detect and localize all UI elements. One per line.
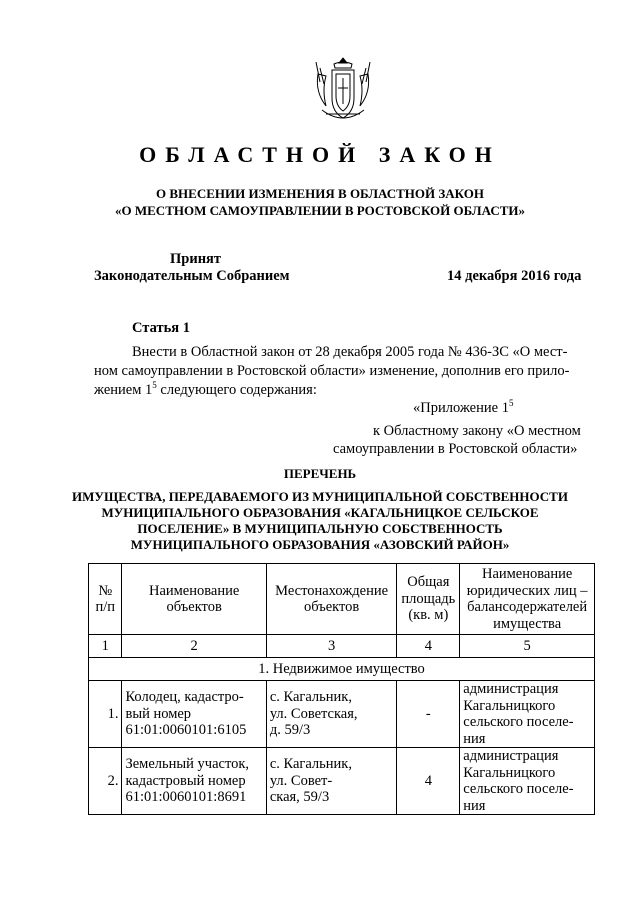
cell-line: ская, 59/3 — [269, 789, 330, 806]
row-area: - — [397, 681, 460, 748]
row-name — [122, 681, 266, 748]
header-cell-line: (кв. м) — [408, 607, 449, 624]
cell-line: ния — [463, 797, 486, 814]
adopted-date: 14 декабря 2016 года — [447, 268, 582, 284]
header-cell-line: Общая — [407, 574, 450, 591]
law-title: ОБЛАСТНОЙ ЗАКОН — [139, 142, 501, 167]
header-cell-line: Местонахождение — [275, 582, 389, 599]
list-title-line-4: МУНИЦИПАЛЬНОГО ОБРАЗОВАНИЯ «АЗОВСКИЙ РАЙОН» — [130, 537, 510, 552]
adopted-by: Законодательным Собранием — [94, 268, 290, 284]
header-cell-line: объектов — [166, 599, 222, 615]
adopted-label: Принят — [170, 251, 222, 267]
column-number: 4 — [397, 635, 460, 658]
list-title-line-1: ИМУЩЕСТВА, ПЕРЕДАВАЕМОГО ИЗ МУНИЦИПАЛЬНОЙ СОБСТВЕННОСТИ — [72, 489, 568, 504]
header-cell-line: п/п — [95, 599, 116, 615]
header-cell-line: объектов — [303, 599, 360, 615]
column-number: 2 — [122, 635, 266, 658]
row-holder — [460, 681, 595, 748]
cell-line: с. Кагальник, — [269, 689, 352, 706]
annex-line-1-text: «Приложение 1 — [413, 400, 509, 416]
row-location — [266, 748, 397, 815]
list-title-line-3: ПОСЕЛЕНИЕ» В МУНИЦИПАЛЬНУЮ СОБСТВЕННОСТЬ — [137, 521, 503, 536]
cell-line: администрация — [463, 748, 559, 764]
header-area — [397, 564, 460, 635]
cell-line: кадастровый номер — [125, 772, 246, 789]
cell-line: д. 59/3 — [269, 722, 311, 739]
cell-line: с. Кагальник, — [269, 756, 352, 773]
header-cell-line: № — [98, 582, 113, 599]
row-area: 4 — [397, 748, 460, 815]
body-line-3-end: следующего содержания: — [156, 382, 317, 398]
body-line-2: ном самоуправлении в Ростовской области» изменение, дополнив его прило- — [94, 363, 570, 379]
header-cell-line: юридических лиц – — [466, 582, 588, 599]
section-title: 1. Недвижимое имущество — [89, 658, 595, 681]
table-row — [89, 681, 595, 748]
cell-line: ния — [463, 730, 486, 747]
column-number: 3 — [266, 635, 397, 658]
list-heading: ПЕРЕЧЕНЬ — [283, 466, 357, 481]
cell-line: Кагальницкого — [463, 764, 556, 781]
body-line-3-start: жением 1 — [94, 382, 153, 398]
header-holder — [460, 564, 595, 635]
cell-line: ул. Совет- — [269, 772, 333, 789]
law-subtitle-line-1: О ВНЕСЕНИИ ИЗМЕНЕНИЯ В ОБЛАСТНОЙ ЗАКОН — [156, 186, 484, 201]
table-row — [89, 748, 595, 815]
header-cell-line: Наименование — [148, 582, 240, 599]
list-title-line-2: МУНИЦИПАЛЬНОГО ОБРАЗОВАНИЯ «КАГАЛЬНИЦКОЕ СЕЛЬСКОЕ — [101, 505, 539, 520]
coat-of-arms-icon — [312, 54, 374, 128]
annex-superscript: 5 — [508, 398, 514, 409]
cell-line: администрация — [463, 681, 559, 697]
section-row — [89, 658, 595, 681]
header-name — [122, 564, 266, 635]
body-superscript: 5 — [152, 380, 157, 391]
row-name — [122, 748, 266, 815]
header-cell-line: Наименование — [481, 566, 573, 582]
cell-line: вый номер — [125, 705, 192, 722]
body-line-1: Внести в Областной закон от 28 декабря 2005 года № 436-ЗС «О мест- — [132, 344, 568, 360]
cell-line: 61:01:0060101:6105 — [125, 722, 247, 739]
column-number: 5 — [460, 635, 595, 658]
table-header-row — [89, 564, 595, 635]
cell-line: Колодец, кадастро- — [125, 689, 244, 706]
row-index: 2. — [89, 748, 122, 815]
row-holder — [460, 748, 595, 815]
header-cell-line: имущества — [493, 615, 562, 632]
header-location — [266, 564, 397, 635]
annex-line-1 — [413, 399, 513, 418]
article-heading: Статья 1 — [132, 320, 190, 336]
cell-line: Кагальницкого — [463, 697, 556, 714]
law-subtitle-line-2: «О МЕСТНОМ САМОУПРАВЛЕНИИ В РОСТОВСКОЙ ОБЛАСТИ» — [115, 203, 525, 218]
cell-line: сельского поселе- — [463, 714, 574, 730]
column-number-row — [89, 635, 595, 658]
header-index — [89, 564, 122, 635]
annex-line-3: самоуправлении в Ростовской области» — [333, 441, 578, 457]
row-index: 1. — [89, 681, 122, 748]
cell-line: 61:01:0060101:8691 — [125, 789, 247, 806]
column-number: 1 — [89, 635, 122, 658]
cell-line: сельского поселе- — [463, 781, 574, 797]
header-cell-line: балансодержателей — [467, 599, 588, 615]
annex-line-2: к Областному закону «О местном — [373, 423, 581, 439]
cell-line: Земельный участок, — [125, 756, 250, 773]
property-table — [88, 563, 595, 815]
body-line-3 — [94, 381, 594, 400]
header-cell-line: площадь — [401, 590, 456, 607]
row-location — [266, 681, 397, 748]
cell-line: ул. Советская, — [269, 705, 358, 722]
